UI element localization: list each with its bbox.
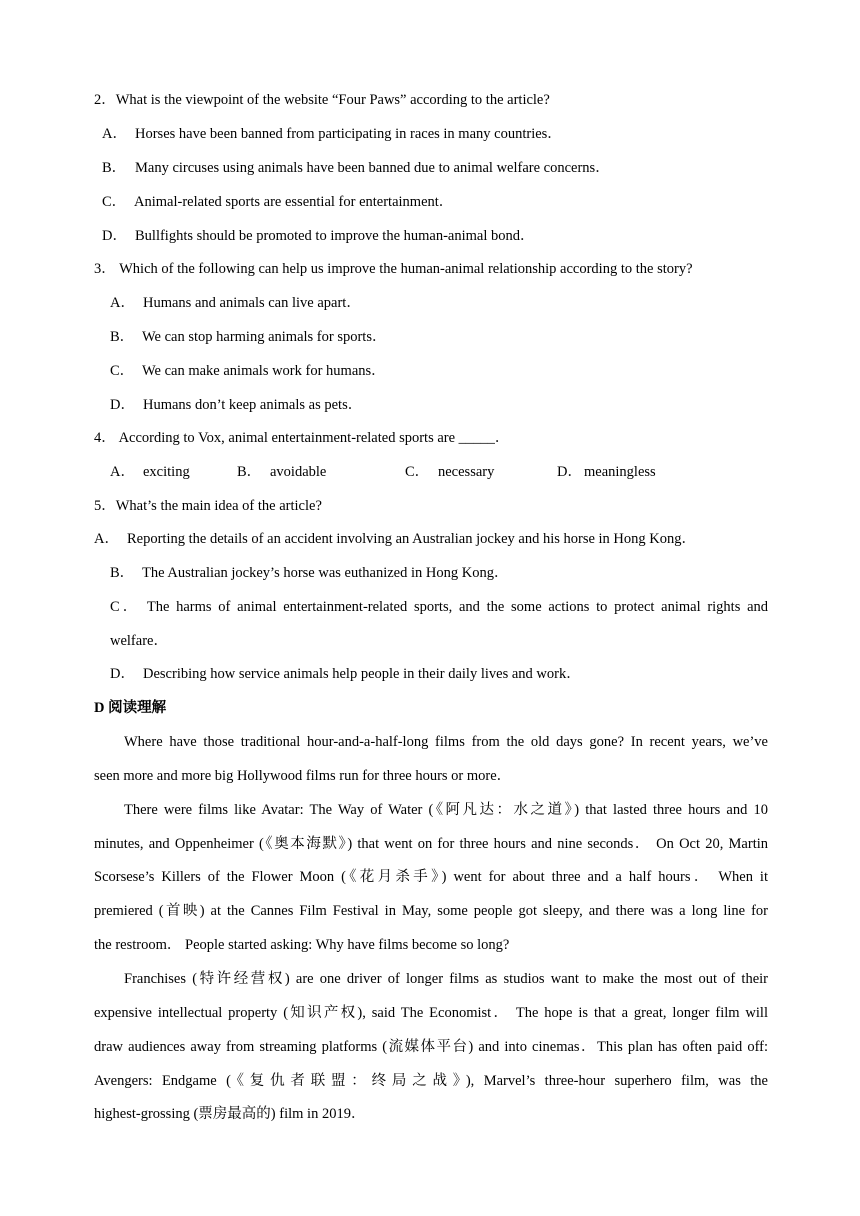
question-5-option-a [94, 530, 696, 548]
option-text: The harms of animal entertainment-related sports, and the some actions to protect animal rights and [146, 599, 769, 615]
option-text: We can stop harming animals for sports． [142, 329, 387, 345]
option-label: B． [102, 160, 127, 176]
question-3-stem: 3． Which of the following can help us improve the human-animal relationship according to the story? [94, 261, 693, 277]
paragraph-1-line-1: Where have those traditional hour-and-a-half-long films from the old days gone? In recent years, we’ve [124, 734, 768, 750]
option-text: Humans and animals can live apart． [143, 295, 361, 311]
paragraph-1-last-line: seen more and more big Hollywood films run for three hours or more． [94, 768, 512, 784]
option-label: A． [102, 126, 127, 142]
question-4-option-c [405, 463, 494, 481]
option-label: A． [110, 464, 135, 480]
option-label: C． [110, 363, 135, 379]
option-text: avoidable [270, 464, 327, 480]
question-3-option-a [110, 294, 361, 312]
option-text: The Australian jockey’s horse was euthanized in Hong Kong． [142, 565, 509, 581]
question-3-option-d [110, 396, 362, 414]
option-label: C． [102, 194, 127, 210]
question-4-option-a [110, 463, 190, 481]
paragraph-2-line-3: Scorsese’s Killers of the Flower Moon (《花月杀手》) went for about three and a half hours． When it [94, 869, 768, 885]
option-text: Humans don’t keep animals as pets． [143, 397, 363, 413]
paragraph-3-last-line: highest-grossing (票房最高的) film in 2019． [94, 1106, 366, 1122]
paragraph-3-line-4: Avengers: Endgame (《复仇者联盟：终局之战》), Marvel’s three-hour superhero film, was the [94, 1073, 768, 1089]
question-2-option-a [102, 125, 562, 143]
option-text: Animal-related sports are essential for entertainment． [134, 194, 454, 210]
question-3-option-c [110, 362, 386, 380]
question-5-option-c-continued: welfare． [110, 633, 168, 649]
paragraph-2-last-line: the restroom． People started asking: Why have films become so long? [94, 937, 510, 953]
option-label: D． [110, 666, 135, 682]
question-4-option-d [557, 463, 656, 481]
section-heading: D 阅读理解 [94, 700, 167, 716]
paragraph-2-line-4: premiered (首映) at the Cannes Film Festival in May, some people got sleepy, and there was a long line for [94, 903, 768, 919]
option-label: B． [237, 464, 262, 480]
paragraph-3-line-1: Franchises (特许经营权) are one driver of longer films as studios want to make the most out of their [124, 971, 768, 987]
paragraph-2-line-2: minutes, and Oppenheimer (《奥本海默》) that went on for three hours and nine seconds． On Oct 20, Martin [94, 836, 768, 852]
option-label: A． [110, 295, 135, 311]
option-text: Many circuses using animals have been banned due to animal welfare concerns． [135, 160, 610, 176]
question-2-option-d [102, 227, 535, 245]
option-label: C． [110, 599, 141, 615]
option-label: B． [110, 565, 135, 581]
option-label: D． [102, 228, 127, 244]
paragraph-3-line-2: expensive intellectual property (知识产权), said The Economist． The hope is that a great, longer film will [94, 1005, 768, 1021]
paragraph-3-line-3: draw audiences away from streaming platforms (流媒体平台) and into cinemas．This plan has often paid off: [94, 1039, 768, 1055]
option-text: exciting [143, 464, 190, 480]
question-5-option-d [110, 665, 581, 683]
option-label: D． [110, 397, 135, 413]
option-text: necessary [438, 464, 495, 480]
option-text: Bullfights should be promoted to improve the human-animal bond． [135, 228, 535, 244]
option-text: Describing how service animals help people in their daily lives and work． [143, 666, 581, 682]
option-text: Reporting the details of an accident involving an Australian jockey and his horse in Hong Kong． [127, 531, 697, 547]
option-label: B． [110, 329, 135, 345]
question-2-option-c [102, 193, 453, 211]
option-text: meaningless [584, 464, 656, 480]
option-label: C． [405, 464, 430, 480]
option-label: D． [557, 464, 582, 480]
question-5-option-b [110, 564, 508, 582]
question-5-option-c [110, 598, 768, 616]
option-label: A． [94, 531, 119, 547]
question-4-option-b [237, 463, 326, 481]
question-3-option-b [110, 328, 386, 346]
option-text: Horses have been banned from participating in races in many countries． [135, 126, 562, 142]
question-2-option-b [102, 159, 610, 177]
question-2-stem: 2．What is the viewpoint of the website “Four Paws” according to the article? [94, 92, 550, 108]
paragraph-2-line-1: There were films like Avatar: The Way of Water (《阿凡达：水之道》) that lasted three hours and 10 [124, 802, 768, 818]
question-4-stem: 4． According to Vox, animal entertainment-related sports are _____． [94, 430, 510, 446]
option-text: We can make animals work for humans． [142, 363, 386, 379]
question-5-stem: 5．What’s the main idea of the article? [94, 498, 322, 514]
